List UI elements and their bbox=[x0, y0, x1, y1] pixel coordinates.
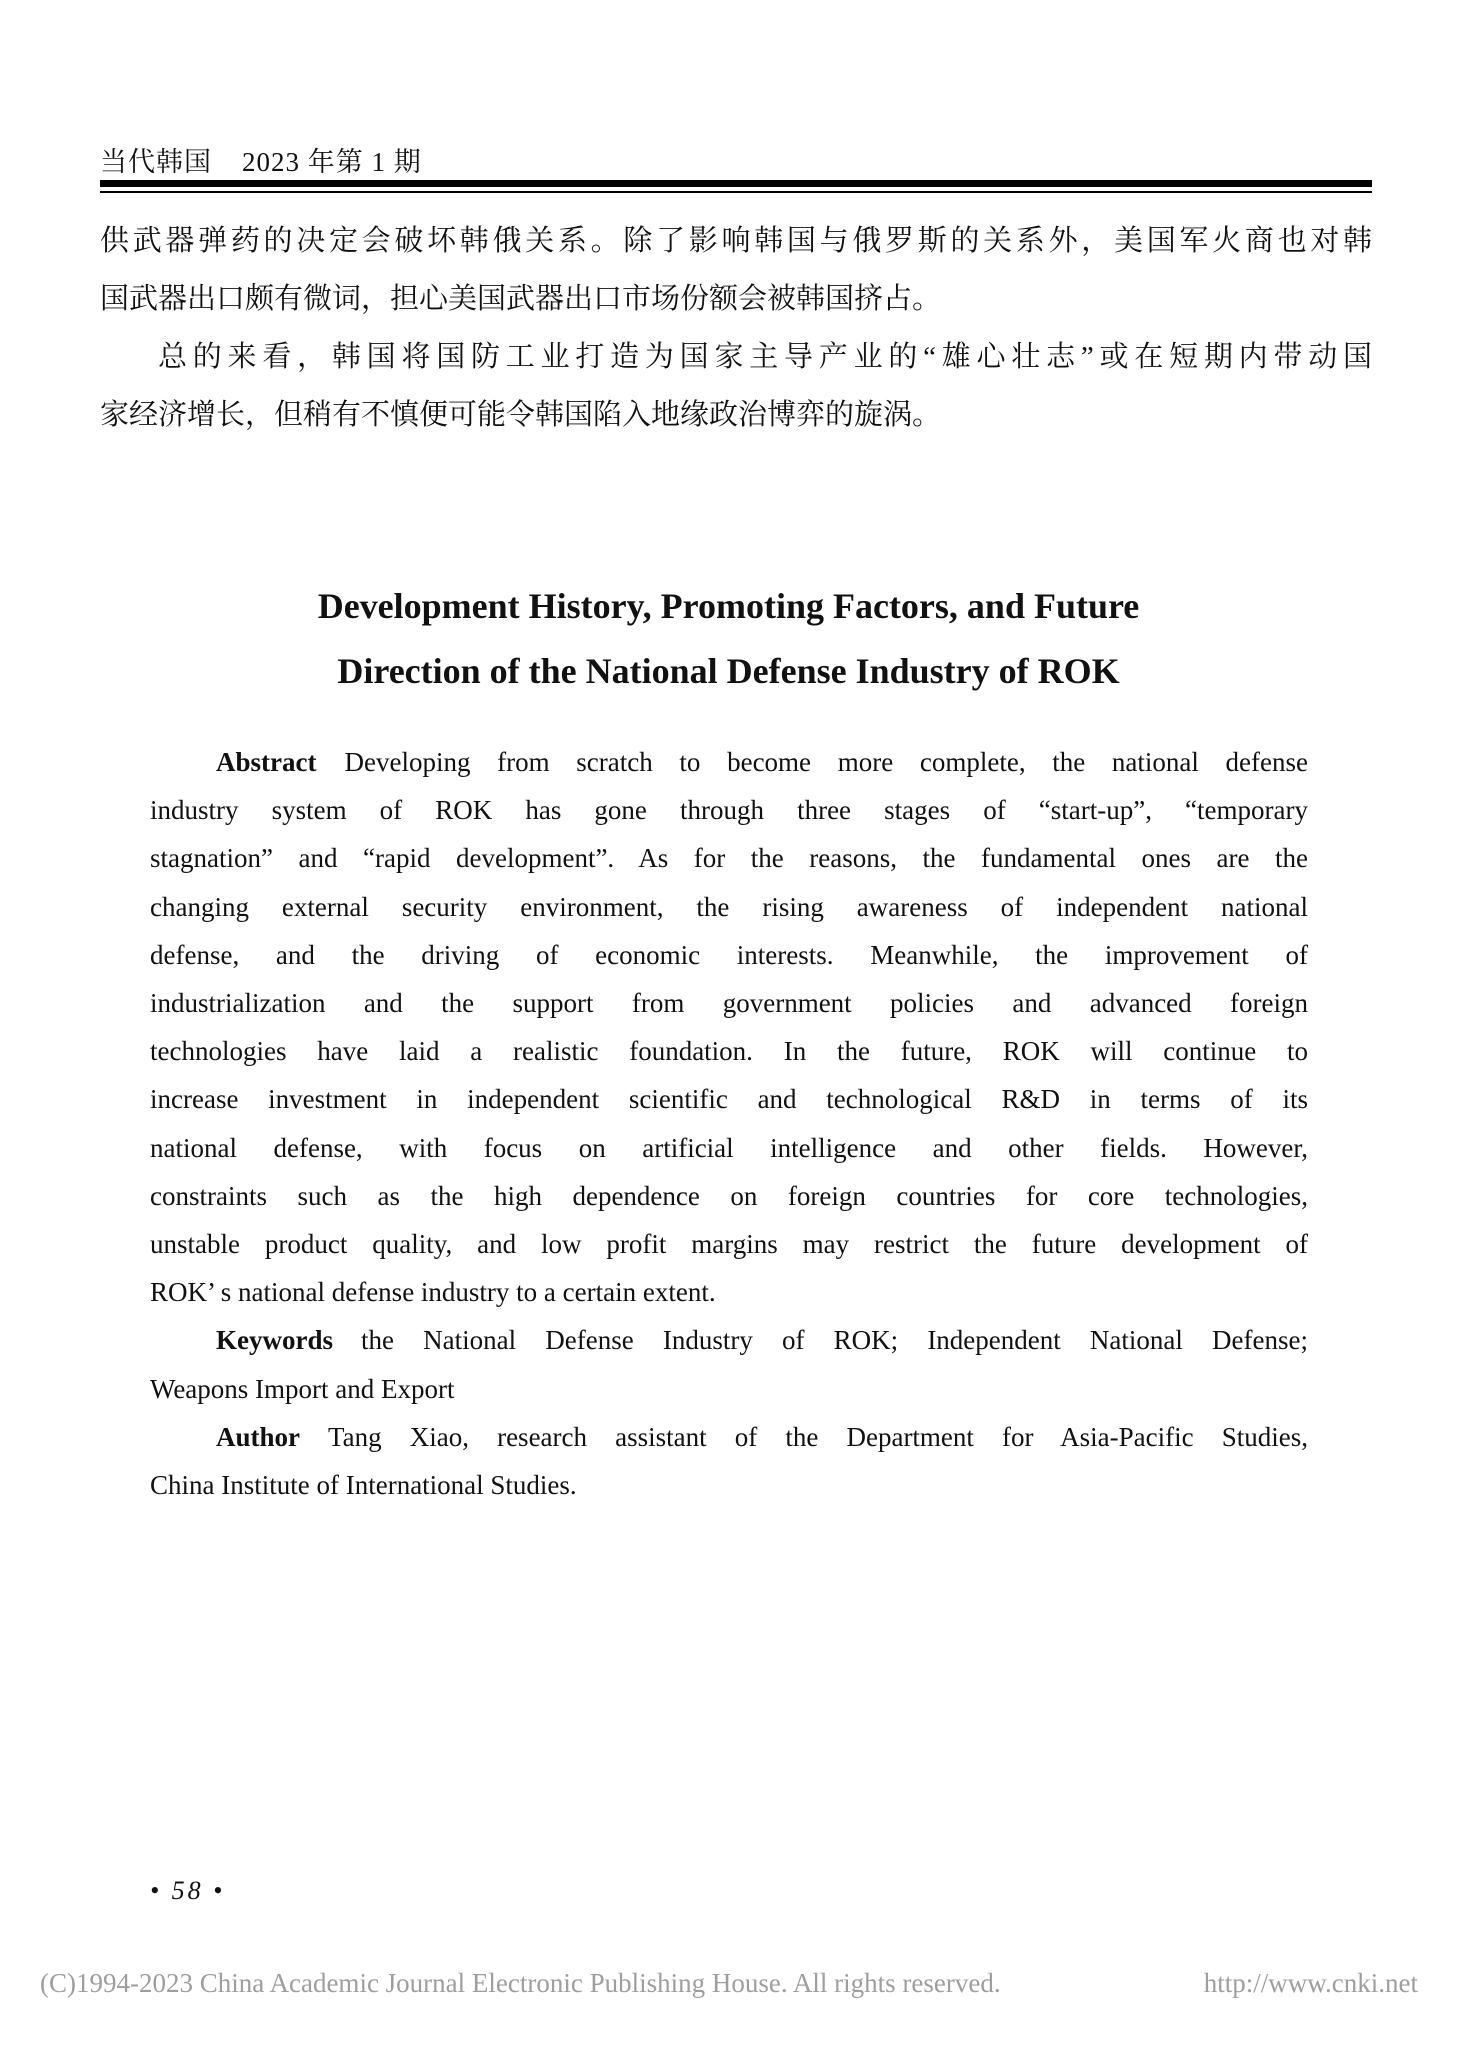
abstract-line: national defense, with focus on artificial intelligence and other fields. However, bbox=[150, 1132, 1308, 1163]
abstract-line: defense, and the driving of economic interests. Meanwhile, the improvement of bbox=[150, 939, 1308, 970]
cn-paragraph-line: 供武器弹药的决定会破坏韩俄关系。除了影响韩国与俄罗斯的关系外，美国军火商也对韩 bbox=[100, 225, 1372, 257]
header-rule-thick bbox=[100, 180, 1372, 187]
abstract-block bbox=[150, 738, 1308, 1509]
abstract-text: Developing from scratch to become more complete, the national defense bbox=[344, 747, 1308, 777]
abstract-line: changing external security environment, the rising awareness of independent national bbox=[150, 891, 1308, 922]
copyright-footer bbox=[40, 1968, 1418, 1999]
abstract-line: stagnation” and “rapid development”. As for the reasons, the fundamental ones are the bbox=[150, 843, 1308, 874]
author-text: Tang Xiao, research assistant of the Department for Asia-Pacific Studies, bbox=[328, 1421, 1308, 1452]
abstract-line: unstable product quality, and low profit margins may restrict the future development of bbox=[150, 1229, 1308, 1260]
abstract-line: increase investment in independent scientific and technological R&D in terms of its bbox=[150, 1084, 1308, 1115]
cn-paragraph-line: 总的来看，韩国将国防工业打造为国家主导产业的“雄心壮志”或在短期内带动国 bbox=[158, 341, 1372, 373]
abstract-line: technologies have laid a realistic foundation. In the future, ROK will continue to bbox=[150, 1036, 1308, 1067]
keywords-line bbox=[150, 1316, 1308, 1364]
header-rule-thin bbox=[100, 191, 1372, 193]
cn-paragraph-line: 国武器出口颇有微词，担心美国武器出口市场份额会被韩国挤占。 bbox=[100, 283, 942, 315]
keywords-text: the National Defense Industry of ROK; Independent National Defense; bbox=[361, 1325, 1308, 1356]
author-line: China Institute of International Studies. bbox=[150, 1470, 577, 1501]
abstract-line: ROK’ s national defense industry to a certain extent. bbox=[150, 1277, 716, 1308]
abstract-line: industry system of ROK has gone through three stages of “start-up”, “temporary bbox=[150, 795, 1308, 826]
abstract-line: industrialization and the support from government policies and advanced foreign bbox=[150, 988, 1308, 1019]
running-header bbox=[100, 140, 1372, 179]
keywords-label: Keywords bbox=[216, 1325, 333, 1356]
cnki-url: http://www.cnki.net bbox=[1203, 1968, 1418, 1998]
journal-name: 当代韩国 bbox=[100, 147, 212, 177]
author-line bbox=[150, 1413, 1308, 1461]
copyright-text: (C)1994-2023 China Academic Journal Electronic Publishing House. All rights reserved. bbox=[40, 1968, 1001, 1998]
issue-label: 2023 年第 1 期 bbox=[242, 147, 422, 177]
chinese-body bbox=[100, 212, 1372, 444]
title-line-1: Development History, Promoting Factors, and Future bbox=[317, 586, 1140, 626]
keywords-line: Weapons Import and Export bbox=[150, 1373, 455, 1404]
article-title-english bbox=[0, 574, 1457, 704]
author-label: Author bbox=[216, 1421, 301, 1452]
title-line-2: Direction of the National Defense Industry of ROK bbox=[337, 651, 1120, 691]
abstract-line bbox=[150, 738, 1308, 786]
abstract-label: Abstract bbox=[216, 747, 317, 777]
page-number: • 58 • bbox=[150, 1876, 226, 1905]
abstract-line: constraints such as the high dependence on foreign countries for core technologies, bbox=[150, 1180, 1308, 1211]
cn-paragraph-line: 家经济增长，但稍有不慎便可能令韩国陷入地缘政治博弈的旋涡。 bbox=[100, 399, 942, 431]
